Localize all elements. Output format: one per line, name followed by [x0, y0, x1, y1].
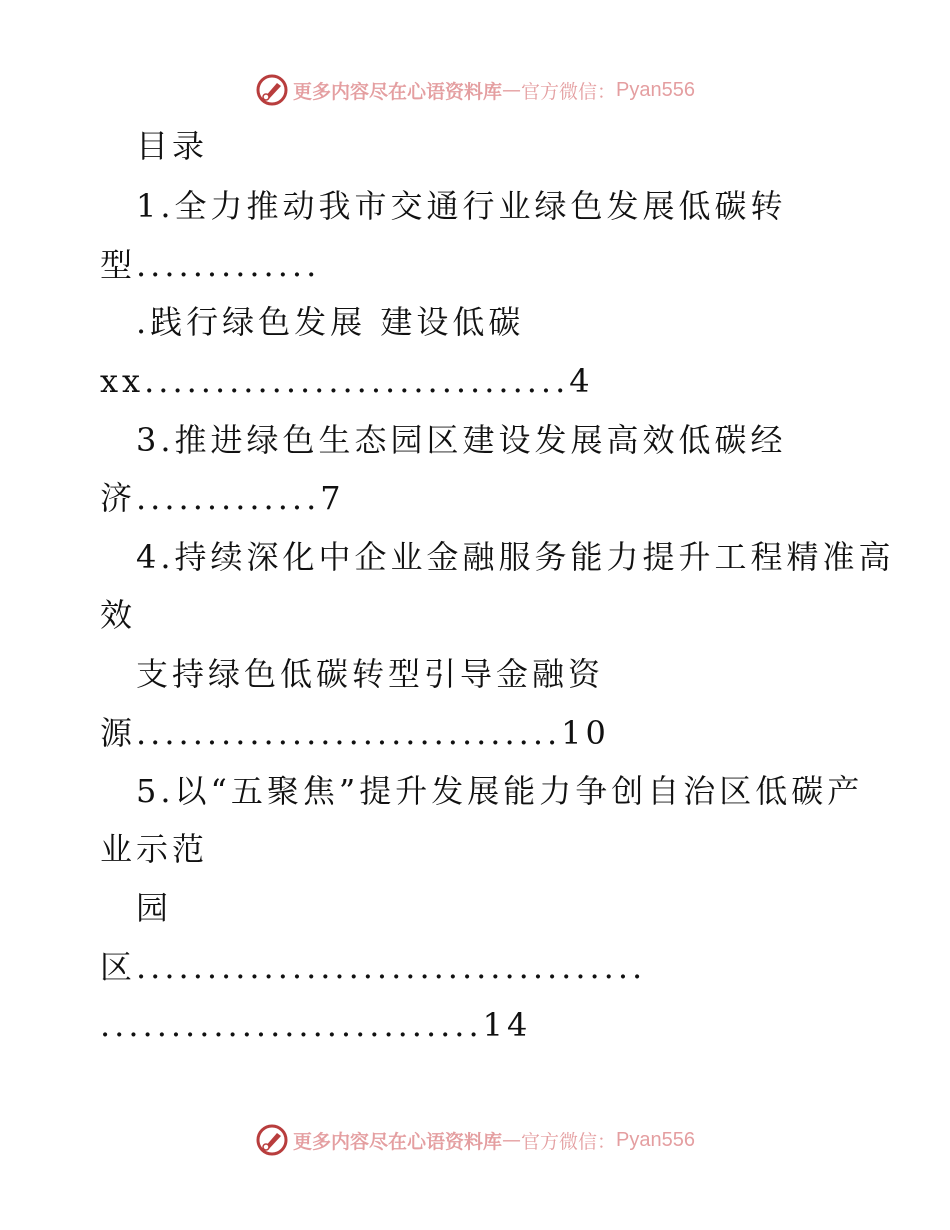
toc-entry-1: 1.全力推动我市交通行业绿色发展低碳转 — [136, 187, 787, 225]
footer-wechat-label: 官方微信： — [521, 1130, 617, 1153]
toc-entry-4-line2: 支持绿色低碳转型引导金融资 — [136, 655, 605, 693]
pen-logo-icon — [255, 1123, 289, 1157]
toc-entry-2: .践行绿色发展 建设低碳 — [136, 303, 525, 341]
toc-entry-4: 4.持续深化中企业金融服务能力提升工程精准高 — [136, 538, 895, 576]
toc-entry-1-leader: 型............. — [100, 246, 321, 284]
toc-entry-4-leader: 源..............................10 — [100, 714, 610, 752]
header-banner — [0, 70, 950, 110]
header-brand-text: 更多内容尽在心语资料库 — [293, 80, 503, 103]
header-wechat-id: Pyan556 — [616, 78, 695, 101]
footer-wechat-id: Pyan556 — [616, 1128, 695, 1151]
header-dash: — — [502, 79, 522, 101]
toc-entry-5-leader: 区.................................... — [100, 948, 647, 986]
toc-entry-5: 5.以“五聚焦”提升发展能力争创自治区低碳产 — [136, 772, 864, 810]
footer-dash: — — [502, 1129, 522, 1151]
footer-banner — [0, 1120, 950, 1160]
toc-entry-5-cont: 业示范 — [100, 830, 209, 868]
toc-entry-4-cont: 效 — [100, 596, 137, 634]
toc-entry-2-leader: xx..............................4 — [100, 362, 594, 400]
toc-entry-3-leader: 济.............7 — [100, 479, 345, 517]
pen-logo-icon — [255, 73, 289, 107]
header-wechat-label: 官方微信： — [521, 80, 617, 103]
toc-title: 目录 — [136, 127, 209, 165]
footer-brand-text: 更多内容尽在心语资料库 — [293, 1130, 503, 1153]
toc-entry-5-line2: 园 — [136, 889, 173, 927]
toc-entry-3: 3.推进绿色生态园区建设发展高效低碳经 — [136, 421, 787, 459]
toc-entry-5-leader-2: ...........................14 — [100, 1006, 532, 1044]
